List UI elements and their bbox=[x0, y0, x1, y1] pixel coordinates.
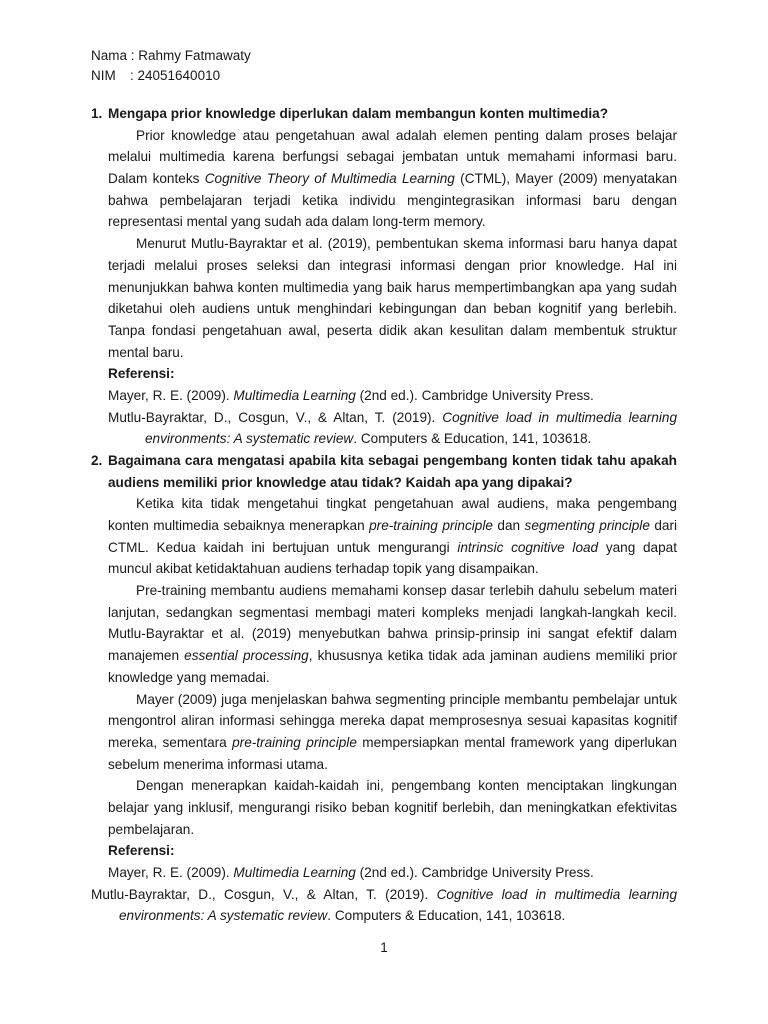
text-run: Mutlu-Bayraktar, D., Cosgun, V., & Altan, T. (2019). bbox=[91, 886, 437, 902]
italic-term: pre-training principle bbox=[369, 517, 493, 533]
text-run: (2nd ed.). Cambridge University Press. bbox=[355, 865, 594, 881]
text-run: . Computers & Education, 141, 103618. bbox=[327, 908, 566, 924]
reference-item bbox=[91, 884, 677, 927]
text-run: dan bbox=[492, 517, 525, 533]
reference-item bbox=[108, 862, 677, 884]
text-run: Mayer, R. E. (2009). bbox=[108, 865, 234, 881]
italic-term: essential processing bbox=[184, 648, 309, 664]
paragraph bbox=[108, 580, 677, 689]
question-text: Mengapa prior knowledge diperlukan dalam membangun konten multimedia? bbox=[108, 106, 609, 121]
paragraph: Menurut Mutlu-Bayraktar et al. (2019), pembentukan skema informasi baru hanya dapat terjadi melalui proses seleksi dan integrasi informasi dengan prior knowledge. Hal ini menunjukkan bahwa konten multimedia yang baik harus mempertimbangkan apa yang sudah diketahui oleh audiens untuk menghindari kebingungan dan beban kognitif yang berlebih. Tanpa fondasi pengetahuan awal, peserta didik akan kesulitan dalam membentuk struktur mental baru. bbox=[108, 236, 677, 360]
text-run: (CTML), Mayer (2009) menyatakan bahwa pembelajaran terjadi ketika individu mengintegrasikan informasi baru dengan representasi mental yang sudah ada dalam long-term memory. bbox=[108, 171, 678, 230]
paragraph bbox=[108, 689, 677, 776]
nim-value: : 24051640010 bbox=[130, 68, 221, 83]
question-number: 2. bbox=[91, 453, 103, 468]
question-1 bbox=[91, 103, 677, 450]
student-info bbox=[91, 46, 251, 86]
references-heading: Referensi: bbox=[108, 843, 175, 859]
references-heading: Referensi: bbox=[108, 366, 175, 382]
question-number: 1. bbox=[91, 106, 103, 121]
italic-term: segmenting principle bbox=[524, 517, 650, 533]
paragraph bbox=[108, 493, 677, 580]
question-1-title bbox=[91, 103, 677, 125]
question-2 bbox=[91, 450, 677, 927]
italic-title: Multimedia Learning bbox=[233, 387, 356, 403]
text-run: Mayer (2009) juga menjelaskan bahwa segmenting principle membantu pembelajar untuk mengontrol aliran informasi sehingga mereka dapat memprosesnya sesuai kapasitas kognitif mereka, sementara bbox=[108, 691, 677, 750]
question-1-answer bbox=[108, 125, 677, 450]
italic-term: intrinsic cognitive load bbox=[457, 539, 599, 555]
question-text: Bagaimana cara mengatasi apabila kita sebagai pengembang konten tidak tahu apakah audiens memiliki prior knowledge atau tidak? Kaidah apa yang dipakai? bbox=[108, 453, 677, 490]
reference-item bbox=[108, 407, 677, 450]
text-run: . Computers & Education, 141, 103618. bbox=[353, 431, 592, 447]
italic-term: pre-training principle bbox=[232, 734, 357, 750]
text-run: Mutlu-Bayraktar, D., Cosgun, V., & Altan, T. (2019). bbox=[108, 409, 443, 425]
text-run: Mayer, R. E. (2009). bbox=[108, 387, 234, 403]
name-label: Nama bbox=[91, 48, 128, 63]
page-number: 1 bbox=[380, 940, 388, 955]
name-value: : Rahmy Fatmawaty bbox=[130, 48, 251, 63]
paragraph: Dengan menerapkan kaidah-kaidah ini, pengembang konten menciptakan lingkungan belajar yang inklusif, mengurangi risiko beban kognitif berlebih, dan meningkatkan efektivitas pembelajaran. bbox=[108, 778, 677, 837]
text-run: Ketika kita tidak mengetahui tingkat pengetahuan awal audiens, maka pengembang konten multimedia sebaiknya menerapkan bbox=[108, 496, 677, 533]
question-2-title bbox=[91, 450, 677, 493]
text-run: dari CTML. Kedua kaidah ini bertujuan untuk mengurangi bbox=[108, 517, 678, 555]
text-run: Pre-training membantu audiens memahami konsep dasar terlebih dahulu sebelum materi lanjutan, sedangkan segmentasi membagi materi kompleks menjadi langkah-langkah kecil. Mutlu-Bayraktar et al. (2019) menyebutkan bahwa prinsip-prinsip ini sangat efektif dalam manajemen bbox=[108, 583, 677, 664]
reference-item bbox=[108, 385, 677, 407]
nim-label: NIM bbox=[91, 68, 116, 83]
italic-title: Cognitive load in multimedia learning environments: A systematic review bbox=[145, 409, 678, 447]
italic-term: Cognitive Theory of Multimedia Learning bbox=[204, 171, 455, 186]
nim-row bbox=[91, 66, 251, 86]
question-2-answer bbox=[108, 493, 677, 883]
text-run: , khususnya ketika tidak ada jaminan audiens memiliki prior knowledge yang memadai. bbox=[108, 648, 677, 685]
text-run: yang dapat muncul akibat ketidaktahuan audiens terhadap topik yang disampaikan. bbox=[108, 539, 677, 577]
text-run: (2nd ed.). Cambridge University Press. bbox=[355, 387, 594, 403]
text-run: mempersiapkan mental framework yang diperlukan sebelum menerima informasi utama. bbox=[108, 734, 677, 772]
name-row bbox=[91, 46, 251, 66]
italic-title: Cognitive load in multimedia learning environments: A systematic review bbox=[119, 886, 678, 924]
text-run: Prior knowledge atau pengetahuan awal adalah elemen penting dalam proses belajar melalui multimedia karena berfungsi sebagai jembatan untuk memahami informasi baru. Dalam konteks bbox=[108, 127, 677, 186]
paragraph bbox=[108, 125, 677, 234]
italic-title: Multimedia Learning bbox=[233, 865, 356, 881]
